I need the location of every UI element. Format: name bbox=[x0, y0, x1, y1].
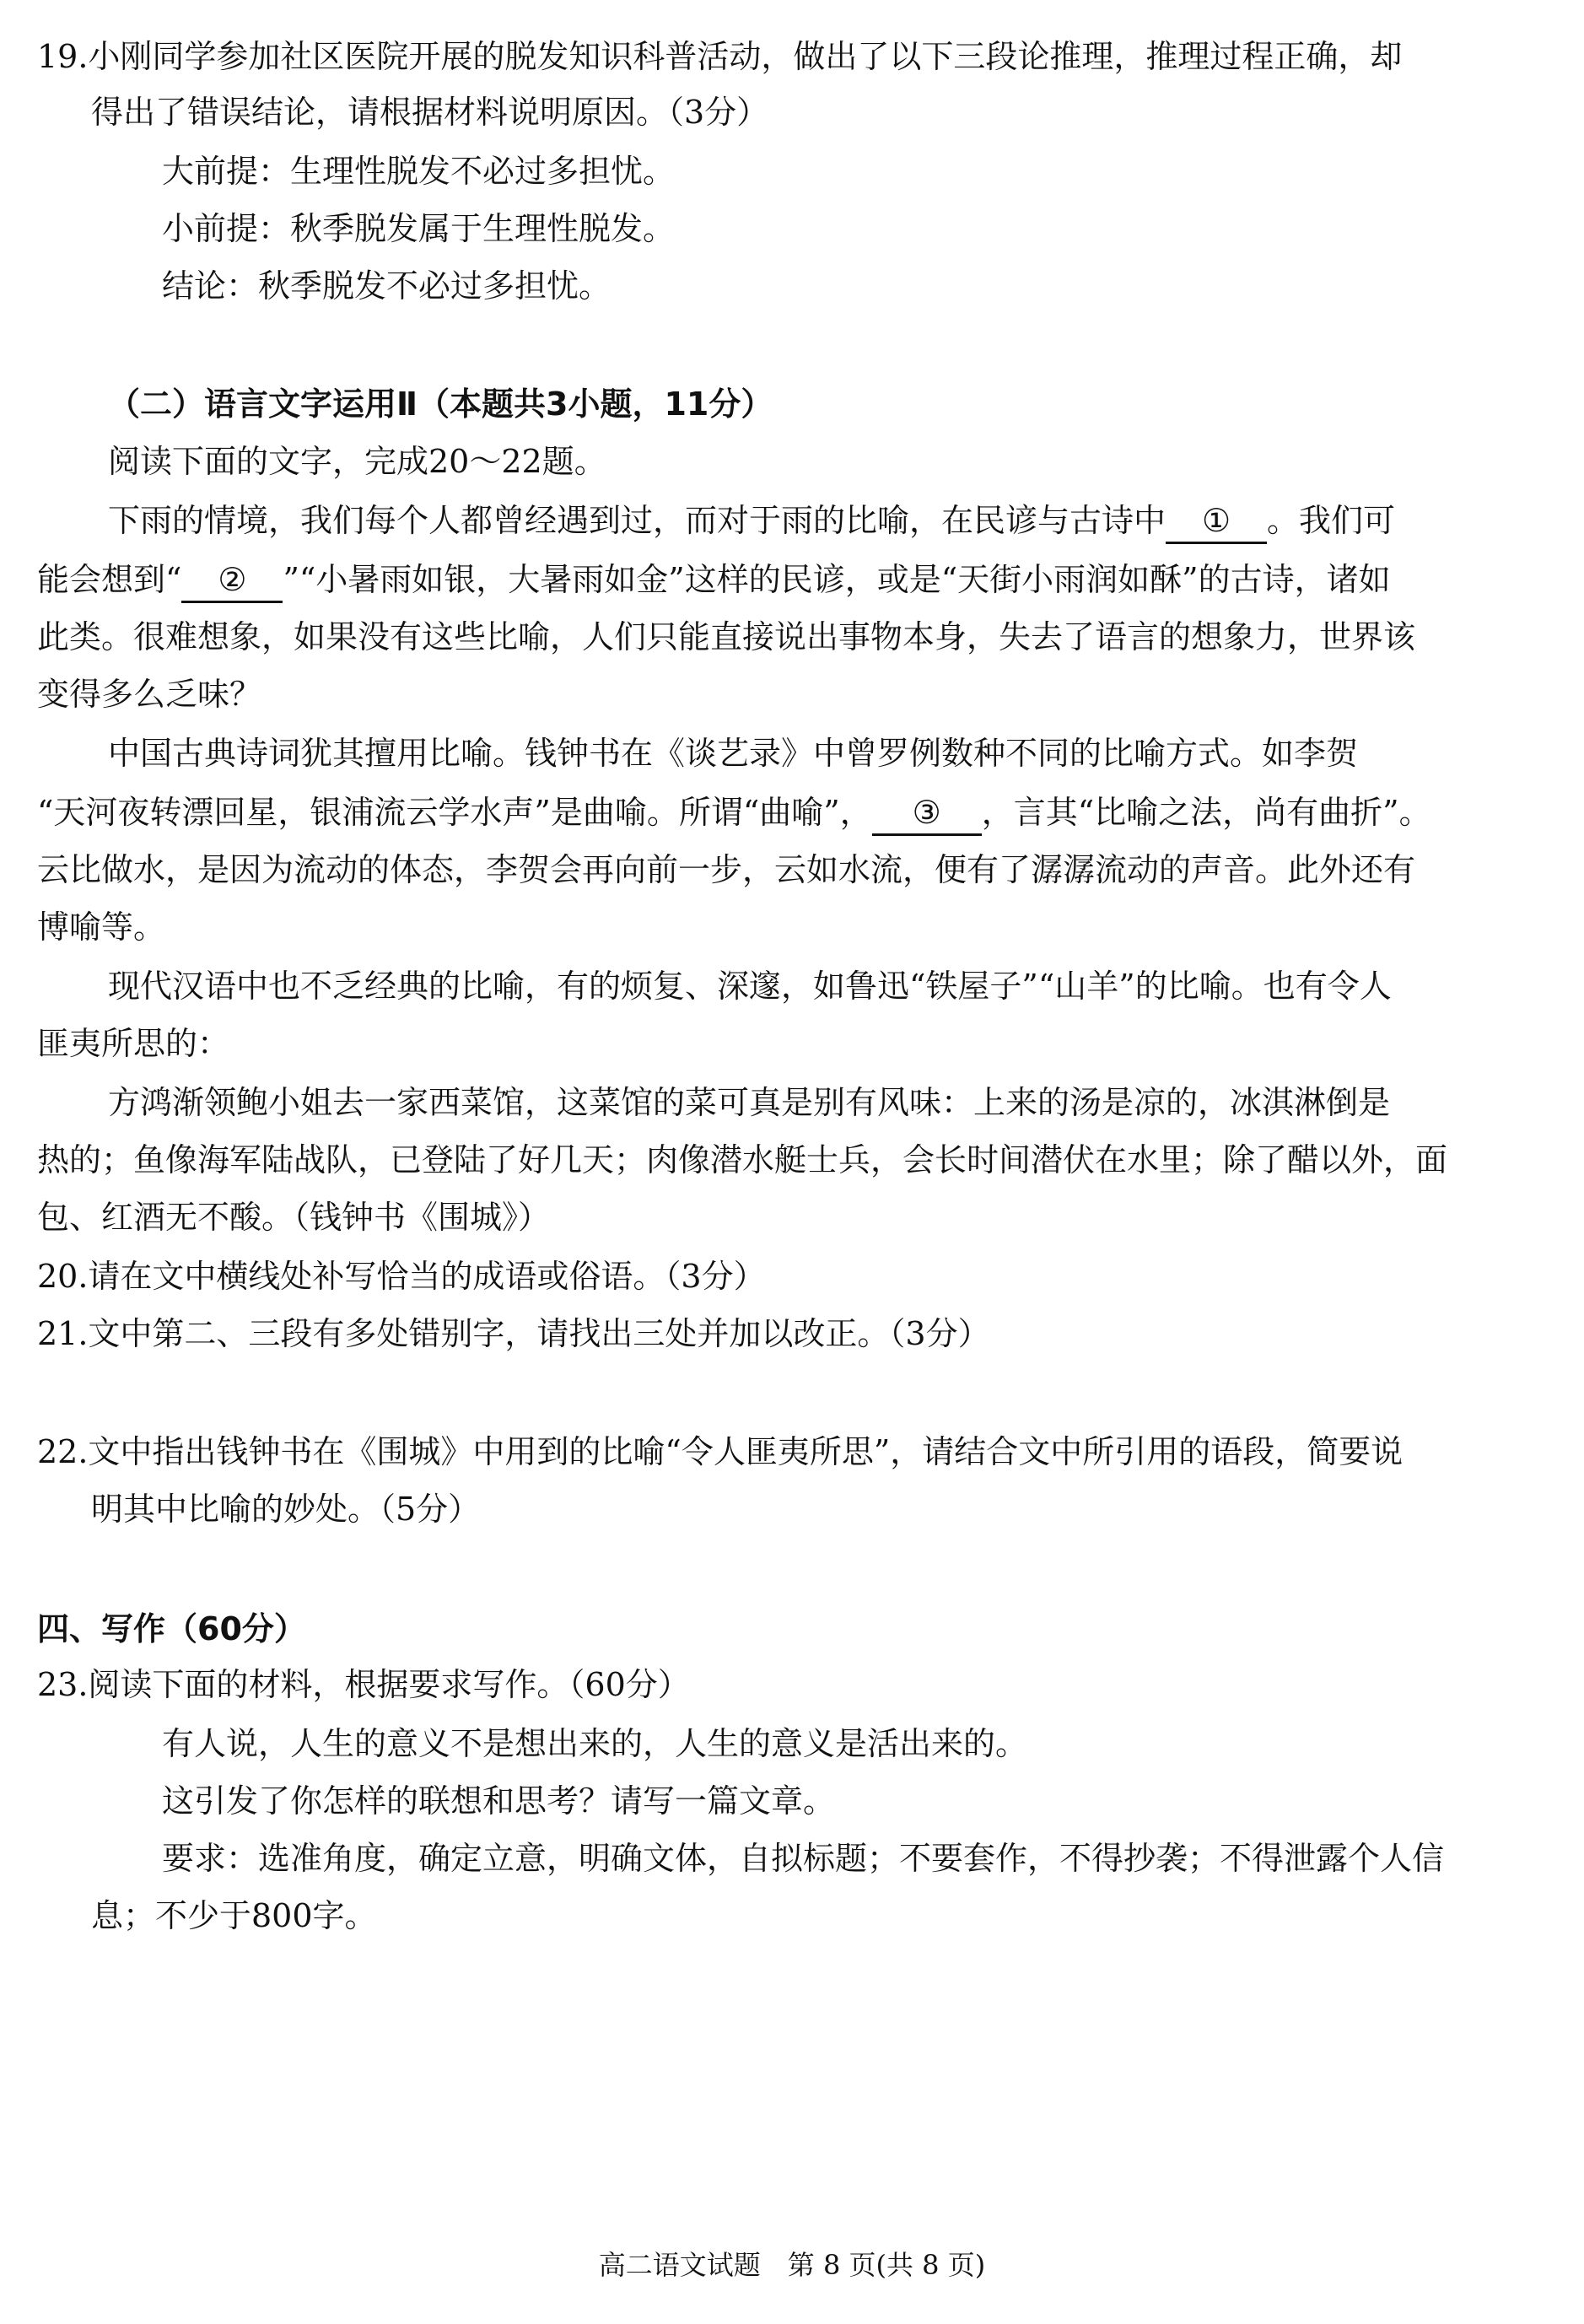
passage-p1-line-4: 变得多么乏味？ bbox=[37, 676, 262, 713]
q22-line-1: 22.文中指出钱钟书在《围城》中用到的比喻“令人匪夷所思”，请结合文中所引用的语段，简要说 bbox=[37, 1433, 1404, 1470]
passage-p2-line-4: 博喻等。 bbox=[37, 909, 166, 946]
page-footer: 高二语文试题 第 8 页(共 8 页) bbox=[598, 2249, 986, 2281]
section2-instruction: 阅读下面的文字，完成20～22题。 bbox=[108, 443, 606, 480]
q19-line-1: 19.小刚同学参加社区医院开展的脱发知识科普活动，做出了以下三段论推理，推理过程正确，却 bbox=[37, 38, 1403, 75]
q19-major-premise: 大前提：生理性脱发不必过多担忧。 bbox=[162, 153, 676, 190]
passage-p1-line-2: 能会想到“ ② ”“小暑雨如银，大暑雨如金”这样的民谚，或是“天街小雨润如酥”的古诗，诸如 bbox=[0, 553, 1584, 606]
passage-p4-line-2: 热的；鱼像海军陆战队，已登陆了好几天；肉像潜水艇士兵，会长时间潜伏在水里；除了醋以外，面 bbox=[37, 1141, 1448, 1178]
section2-title: （二）语言文字运用Ⅱ（本题共3小题，11分） bbox=[108, 386, 773, 423]
q19-conclusion: 结论：秋季脱发不必过多担忧。 bbox=[162, 267, 612, 305]
q21: 21.文中第二、三段有多处错别字，请找出三处并加以改正。（3分） bbox=[37, 1315, 990, 1352]
passage-p4-line-1: 方鸿渐领鲍小姐去一家西菜馆，这菜馆的菜可真是别有风味：上来的汤是凉的，冰淇淋倒是 bbox=[108, 1084, 1391, 1121]
passage-p2-line-2: “天河夜转漂回星，银浦流云学水声”是曲喻。所谓“曲喻”， ③ ，言其“比喻之法，尚有曲折”。 bbox=[0, 786, 1584, 838]
passage-p1-line-3: 此类。很难想象，如果没有这些比喻，人们只能直接说出事物本身，失去了语言的想象力，世界该 bbox=[37, 618, 1416, 655]
blank-3: ③ bbox=[872, 791, 982, 836]
q20: 20.请在文中横线处补写恰当的成语或俗语。（3分） bbox=[37, 1258, 766, 1295]
q23-requirements-line-2: 息；不少于800字。 bbox=[91, 1897, 377, 1934]
q22-line-2: 明其中比喻的妙处。（5分） bbox=[91, 1491, 481, 1528]
section4-title: 四、写作（60分） bbox=[37, 1610, 306, 1647]
q23-requirements-line-1: 要求：选准角度，确定立意，明确文体，自拟标题；不要套作，不得抄袭；不得泄露个人信 bbox=[162, 1840, 1445, 1877]
q19-minor-premise: 小前提：秋季脱发属于生理性脱发。 bbox=[162, 210, 676, 247]
passage-p3-line-1: 现代汉语中也不乏经典的比喻，有的烦复、深邃，如鲁迅“铁屋子”“山羊”的比喻。也有令人 bbox=[108, 968, 1392, 1005]
q19-line-2: 得出了错误结论，请根据材料说明原因。（3分） bbox=[91, 94, 769, 131]
passage-p4-line-3: 包、红酒无不酸。（钱钟书《围城》） bbox=[37, 1199, 551, 1236]
q23-material: 有人说，人生的意义不是想出来的，人生的意义是活出来的。 bbox=[162, 1725, 1028, 1762]
passage-p1-line-1: 下雨的情境，我们每个人都曾经遇到过，而对于雨的比喻，在民谚与古诗中 ① 。我们可 bbox=[0, 494, 1584, 547]
passage-p2-line-1: 中国古典诗词犹其擅用比喻。钱钟书在《谈艺录》中曾罗例数种不同的比喻方式。如李贺 bbox=[108, 735, 1359, 772]
blank-2: ② bbox=[181, 558, 283, 603]
blank-1: ① bbox=[1166, 499, 1267, 544]
passage-p3-line-2: 匪夷所思的： bbox=[37, 1025, 230, 1062]
q23: 23.阅读下面的材料，根据要求写作。（60分） bbox=[37, 1666, 690, 1703]
passage-p2-line-3: 云比做水，是因为流动的体态，李贺会再向前一步，云如水流，便有了潺潺流动的声音。此外还有 bbox=[37, 851, 1416, 888]
q23-prompt: 这引发了你怎样的联想和思考？请写一篇文章。 bbox=[162, 1782, 836, 1820]
